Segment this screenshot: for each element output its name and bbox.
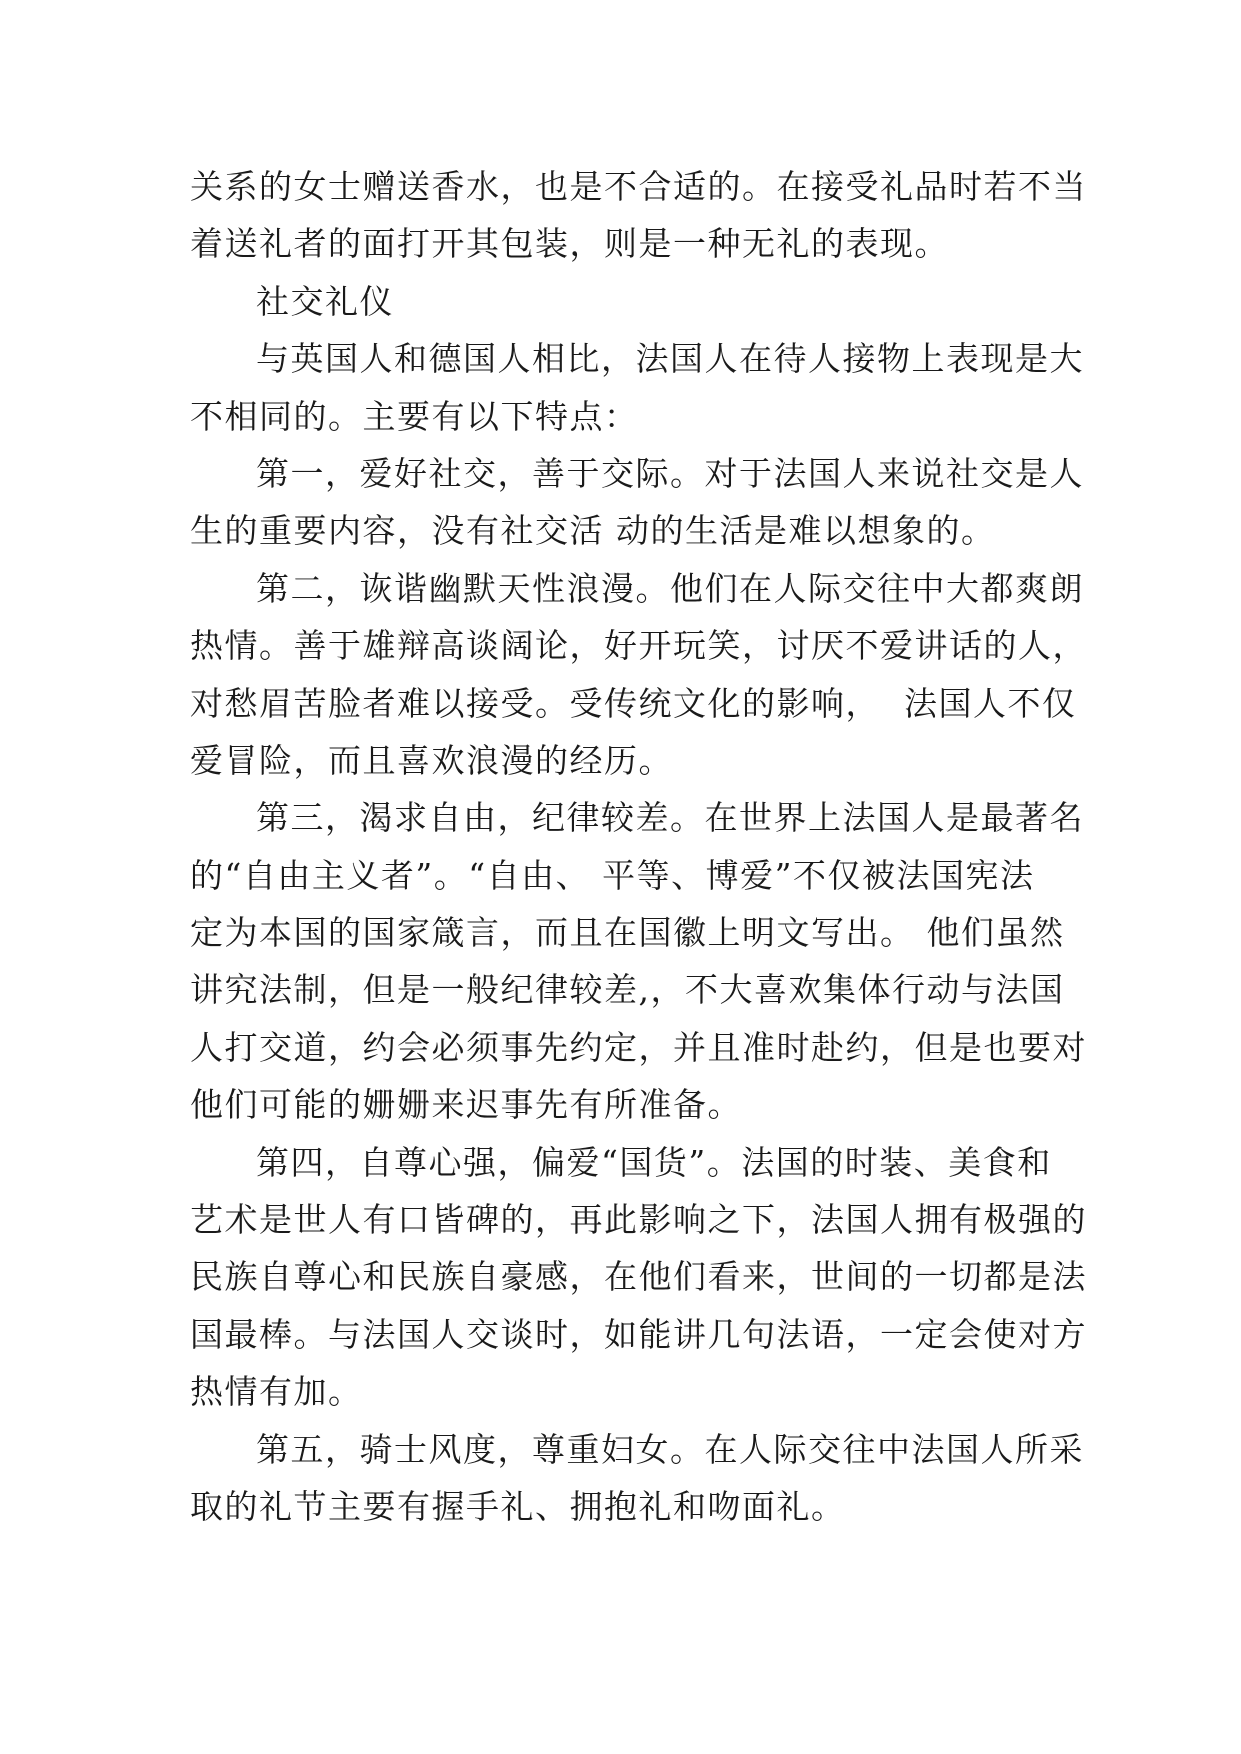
text-line: 生的重要内容，没有社交活 动的生活是难以想象的。 [190, 511, 996, 551]
text-line: 国最棒。与法国人交谈时，如能讲几句法语，一定会使对方 [190, 1314, 1087, 1354]
text-line: 艺术是世人有口皆碑的，再此影响之下，法国人拥有极强的 [190, 1200, 1087, 1240]
paragraph-start: 第三，渴求自由，纪律较差。在世界上法国人是最著名 [256, 798, 1084, 838]
paragraph-start: 第一，爱好社交，善于交际。对于法国人来说社交是人 [256, 453, 1084, 493]
text-line: 他们可能的姗姗来迟事先有所准备。 [190, 1085, 742, 1125]
text-line: 热情有加。 [190, 1372, 363, 1412]
text-line: 取的礼节主要有握手礼、拥抱礼和吻面礼。 [190, 1486, 846, 1526]
text-line: 人打交道，约会必须事先约定，并且准时赴约，但是也要对 [190, 1027, 1087, 1067]
text-line: 对愁眉苦脸者难以接受。受传统文化的影响， 法国人不仅 [190, 683, 1077, 723]
document-body [190, 158, 1087, 1535]
text-line: 关系的女士赠送香水，也是不合适的。在接受礼品时若不当 [190, 167, 1087, 206]
text-line: 讲究法制，但是一般纪律较差,，不大喜欢集体行动与法国 [190, 970, 1065, 1010]
paragraph-start: 第五，骑士风度，尊重妇女。在人际交往中法国人所采 [256, 1429, 1084, 1469]
paragraph-start: 第二，诙谐幽默天性浪漫。他们在人际交往中大都爽朗 [256, 568, 1084, 608]
text-line: 着送礼者的面打开其包装，则是一种无礼的表现。 [190, 224, 949, 264]
text-line: 不相同的。主要有以下特点： [190, 396, 639, 436]
text-line: 爱冒险，而且喜欢浪漫的经历。 [190, 740, 673, 780]
paragraph-start: 第四，自尊心强，偏爱“国货”。法国的时装、美食和 [256, 1142, 1052, 1182]
section-heading: 社交礼仪 [256, 281, 394, 321]
text-line: 定为本国的国家箴言，而且在国徽上明文写出。 他们虽然 [190, 913, 1065, 953]
text-line: 热情。善于雄辩高谈阔论，好开玩笑，讨厌不爱讲话的人， [190, 626, 1087, 666]
text-line: 的“自由主义者”。“自由、 平等、博爱”不仅被法国宪法 [190, 855, 1035, 895]
text-line: 民族自尊心和民族自豪感，在他们看来，世间的一切都是法 [190, 1257, 1087, 1297]
paragraph-start: 与英国人和德国人相比，法国人在待人接物上表现是大 [256, 339, 1084, 379]
